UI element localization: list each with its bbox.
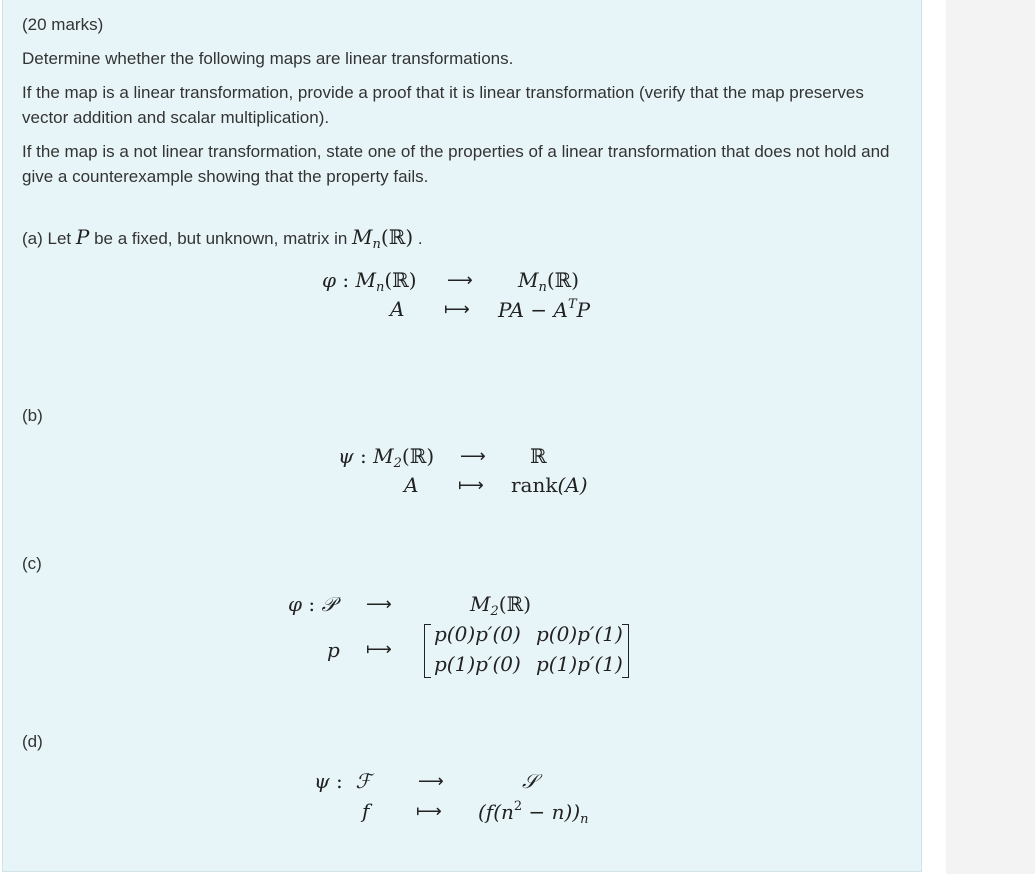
part-b-input: A [404, 473, 419, 497]
part-a-arrow: ⟶ [447, 270, 473, 291]
part-b-map-signature: ψ : $M_2(ℝ)$ [338, 444, 435, 471]
part-a-codomain: $M_n(ℝ)$ [518, 268, 580, 295]
part-b-codomain: ℝ [530, 444, 547, 468]
matrix-cell-2-2: p(1)p′(1) [536, 652, 623, 676]
part-c-codomain: $M_2(ℝ)$ [470, 592, 531, 619]
linear-instruction: If the map is a linear transformation, provide a proof that it is linear transformation (verify that the map preserves vector addition and scalar multiplication). [22, 83, 864, 127]
part-a-text: (a) Let P be a fixed, but unknown, matrix in $M_n(ℝ)$ . [22, 225, 423, 252]
part-d-output: $(f(n^2 - n))_n$ [478, 799, 589, 827]
part-c-input: p [327, 638, 340, 662]
part-a-output: PA − $A^TP$ [498, 297, 591, 322]
marks-label: (20 marks) [22, 15, 104, 34]
part-d-mapsto: ⟼ [416, 801, 442, 822]
part-b-output: rank(A) [511, 473, 588, 497]
matrix-cell-1-2: p(0)p′(1) [536, 622, 623, 646]
matrix-cell-1-1: p(0)p′(0) [434, 622, 521, 646]
part-a-mapsto: ⟼ [444, 299, 470, 320]
matrix-right-bracket [622, 624, 629, 678]
part-b-label: (b) [22, 406, 43, 425]
part-a-label: (a) [22, 229, 43, 248]
part-c-label: (c) [22, 554, 42, 573]
part-d-map-signature: ψ : ℱ [314, 769, 372, 793]
nonlinear-instruction: If the map is a not linear transformation, state one of the properties of a linear transformation that does not hold and give a counterexample showing that the property fails. [22, 142, 890, 186]
part-a-input: A [390, 297, 405, 321]
part-c-arrow: ⟶ [366, 594, 392, 615]
part-b-mapsto: ⟼ [458, 475, 484, 496]
part-d-arrow: ⟶ [418, 771, 444, 792]
right-gutter [946, 0, 1035, 874]
part-a-map-signature: φ : $M_n(ℝ)$ [322, 268, 417, 295]
matrix-left-bracket [424, 624, 431, 678]
intro-text: Determine whether the following maps are linear transformations. [22, 49, 514, 68]
part-d-codomain: 𝒮 [522, 769, 538, 793]
part-d-label: (d) [22, 732, 43, 751]
matrix-cell-2-1: p(1)p′(0) [434, 652, 521, 676]
part-c-mapsto: ⟼ [366, 639, 392, 660]
part-d-input: f [362, 799, 370, 823]
part-c-map-signature: φ : 𝒫 [288, 592, 336, 616]
part-b-arrow: ⟶ [460, 446, 486, 467]
